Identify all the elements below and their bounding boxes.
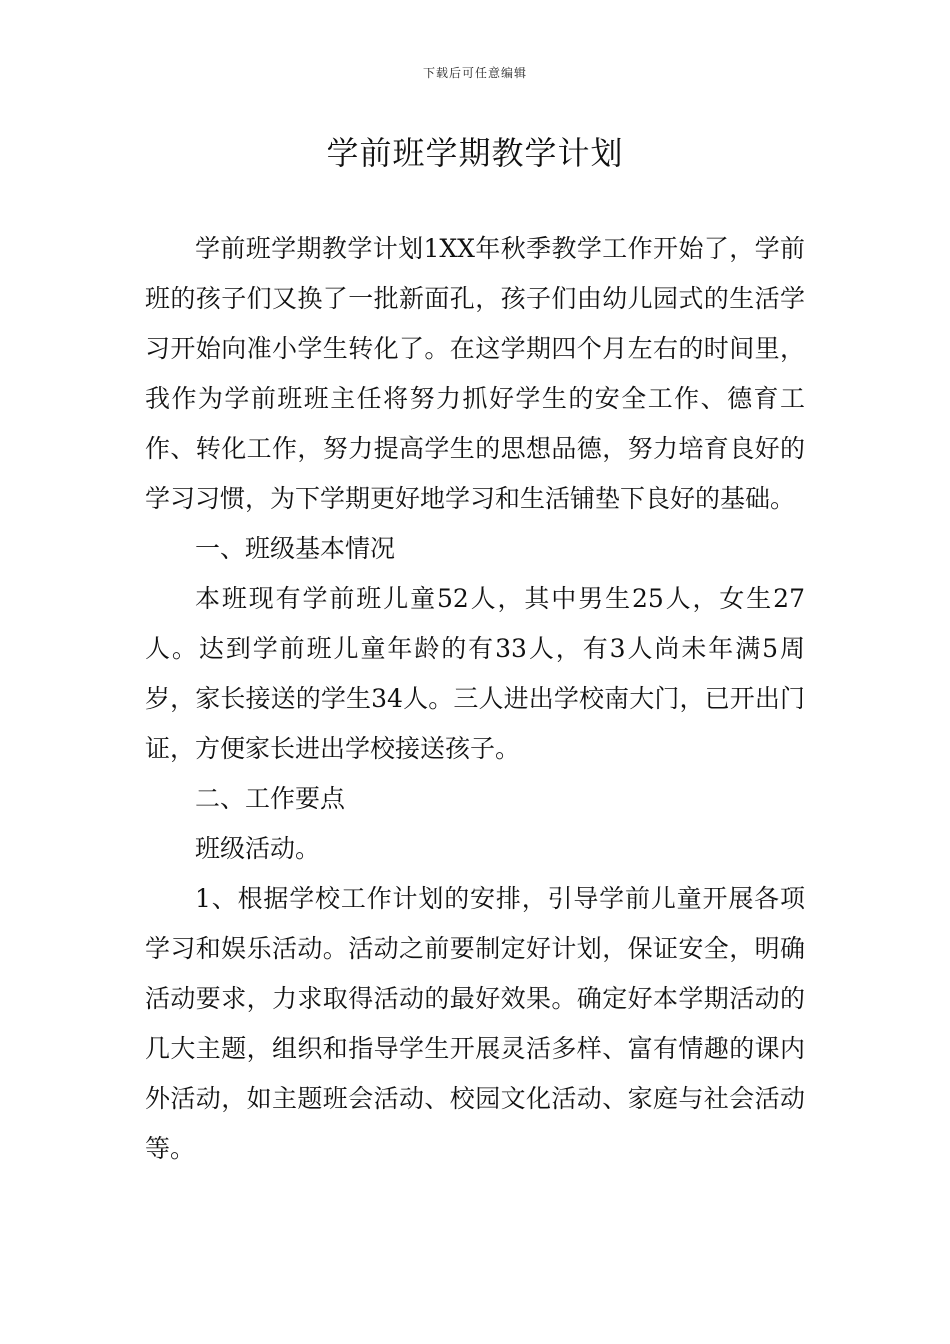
section-heading-work-points: 二、工作要点: [195, 784, 346, 813]
document-title: 学前班学期教学计划: [326, 134, 624, 172]
header-note: 下载后可任意编辑: [422, 66, 527, 80]
document-body: [145, 224, 805, 1174]
activities-paragraph: 1、根据学校工作计划的安排，引导学前儿童开展各项学习和娱乐活动。活动之前要制定好计划，保证安全，明确活动要求，力求取得活动的最好效果。确定好本学期活动的几大主题，组织和指导学生开展灵活多样、富有情趣的课内外活动，如主题班会活动、校园文化活动、家庭与社会活动等。: [145, 884, 805, 1163]
subheading-class-activities: 班级活动。: [195, 834, 321, 863]
section-heading-class-info: 一、班级基本情况: [195, 534, 396, 563]
class-info-paragraph: 本班现有学前班儿童52人，其中男生25人，女生27人。达到学前班儿童年龄的有33人，有3人尚未年满5周岁，家长接送的学生34人。三人进出学校南大门，已开出门证，方便家长进出学校接送孩子。: [145, 584, 805, 763]
intro-paragraph: 学前班学期教学计划1XX年秋季教学工作开始了，学前班的孩子们又换了一批新面孔，孩子们由幼儿园式的生活学习开始向准小学生转化了。在这学期四个月左右的时间里，我作为学前班班主任将努力抓好学生的安全工作、德育工作、转化工作，努力提高学生的思想品德，努力培育良好的学习习惯，为下学期更好地学习和生活铺垫下良好的基础。: [145, 234, 805, 513]
